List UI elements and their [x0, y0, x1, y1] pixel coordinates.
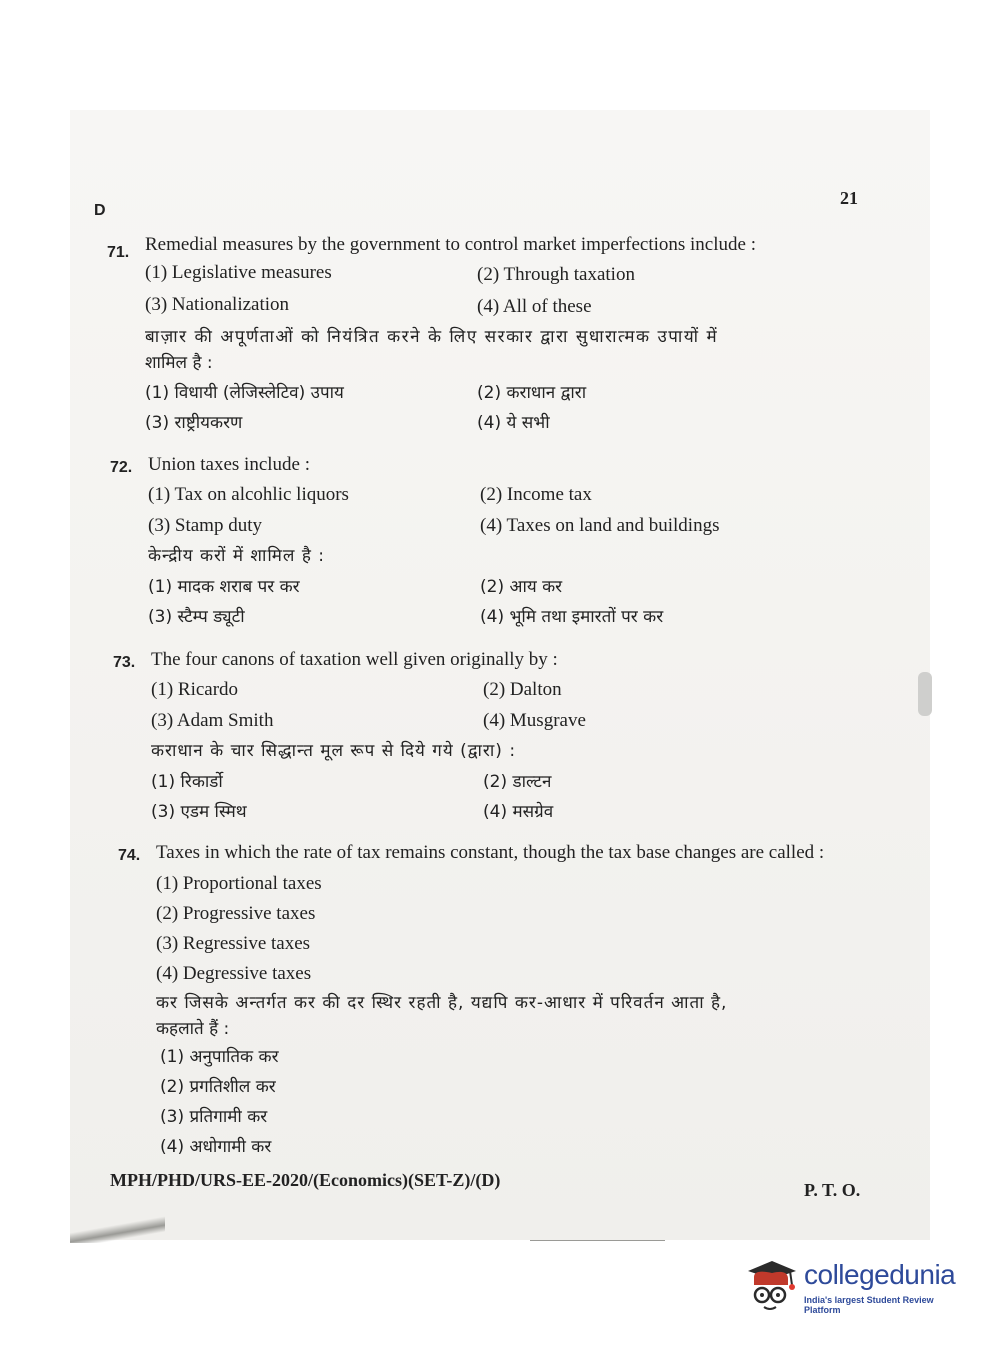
option-hi-4: (4) मसग्रेव	[483, 802, 554, 822]
question-73	[113, 645, 903, 835]
option-en-2: (2) Dalton	[483, 679, 562, 700]
option-en-2: (2) Income tax	[480, 484, 592, 505]
question-stem-en: Union taxes include :	[148, 454, 310, 475]
option-hi-2: (2) डाल्टन	[483, 772, 552, 792]
option-en-1: (1) Proportional taxes	[156, 873, 322, 894]
option-hi-2: (2) कराधान द्वारा	[477, 383, 587, 403]
option-en-3: (3) Adam Smith	[151, 710, 274, 731]
collegedunia-logo	[742, 1255, 972, 1315]
set-letter: D	[94, 202, 106, 219]
option-hi-4: (4) अधोगामी कर	[160, 1137, 272, 1157]
option-en-3: (3) Regressive taxes	[156, 933, 311, 954]
divider-line	[530, 1240, 665, 1241]
option-hi-3: (3) स्टैम्प ड्यूटी	[148, 607, 245, 627]
option-en-1: (1) Ricardo	[151, 679, 239, 700]
option-hi-3: (3) प्रतिगामी कर	[160, 1107, 268, 1127]
question-stem-en: Taxes in which the rate of tax remains constant, though the tax base changes are called :	[156, 842, 825, 863]
option-en-4: (4) Taxes on land and buildings	[480, 515, 720, 536]
option-hi-3: (3) राष्ट्रीयकरण	[145, 413, 243, 433]
brand-tagline: India's largest Student Review Platform	[804, 1295, 934, 1315]
question-number: 74.	[118, 847, 141, 864]
paper-edge-mark	[918, 672, 932, 716]
page-number: 21	[840, 188, 858, 208]
option-hi-1: (1) रिकार्डो	[151, 772, 223, 792]
option-hi-1: (1) मादक शराब पर कर	[148, 577, 300, 597]
option-en-2: (2) Through taxation	[477, 264, 635, 285]
option-hi-1: (1) अनुपातिक कर	[160, 1047, 279, 1067]
option-en-1: (1) Tax on alcohlic liquors	[148, 484, 349, 505]
question-number: 73.	[113, 654, 136, 671]
question-stem-hi-line2: शामिल है :	[145, 353, 213, 373]
option-en-3: (3) Nationalization	[145, 294, 290, 315]
option-en-2: (2) Progressive taxes	[156, 903, 316, 924]
question-number: 72.	[110, 459, 133, 476]
question-stem-hi: केन्द्रीय करों में शामिल है :	[148, 546, 326, 566]
option-en-4: (4) All of these	[477, 296, 592, 317]
option-hi-4: (4) ये सभी	[477, 413, 550, 433]
mascot-icon	[742, 1255, 800, 1313]
option-hi-4: (4) भूमि तथा इमारतों पर कर	[480, 607, 664, 627]
paper-edge-shadow	[70, 1215, 165, 1243]
option-hi-1: (1) विधायी (लेजिस्लेटिव) उपाय	[145, 383, 344, 403]
question-stem-en: The four canons of taxation well given originally by :	[151, 649, 558, 670]
question-stem-hi-line1: कर जिसके अन्तर्गत कर की दर स्थिर रहती है, यद्यपि कर-आधार में परिवर्तन आता है,	[156, 993, 728, 1013]
question-number: 71.	[107, 244, 130, 261]
option-en-4: (4) Degressive taxes	[156, 963, 312, 984]
question-stem-en: Remedial measures by the government to control market imperfections include :	[145, 234, 756, 255]
question-71	[107, 230, 897, 450]
question-72	[110, 450, 900, 640]
option-hi-2: (2) प्रगतिशील कर	[160, 1077, 276, 1097]
option-en-1: (1) Legislative measures	[145, 262, 332, 283]
option-en-3: (3) Stamp duty	[148, 515, 262, 536]
paper-code: MPH/PHD/URS-EE-2020/(Economics)(SET-Z)/(D)	[110, 1170, 501, 1190]
option-en-4: (4) Musgrave	[483, 710, 586, 731]
option-hi-3: (3) एडम स्मिथ	[151, 802, 247, 822]
question-stem-hi: कराधान के चार सिद्धान्त मूल रूप से दिये गये (द्वारा) :	[151, 741, 517, 761]
question-stem-hi-line1: बाज़ार की अपूर्णताओं को नियंत्रित करने के लिए सरकार द्वारा सुधारात्मक उपायों में	[145, 327, 719, 347]
option-hi-2: (2) आय कर	[480, 577, 563, 597]
pto-label: P. T. O.	[804, 1180, 861, 1200]
brand-name: collegedunia	[804, 1259, 956, 1290]
question-stem-hi-line2: कहलाते हैं :	[156, 1019, 230, 1039]
question-74	[118, 838, 908, 1168]
